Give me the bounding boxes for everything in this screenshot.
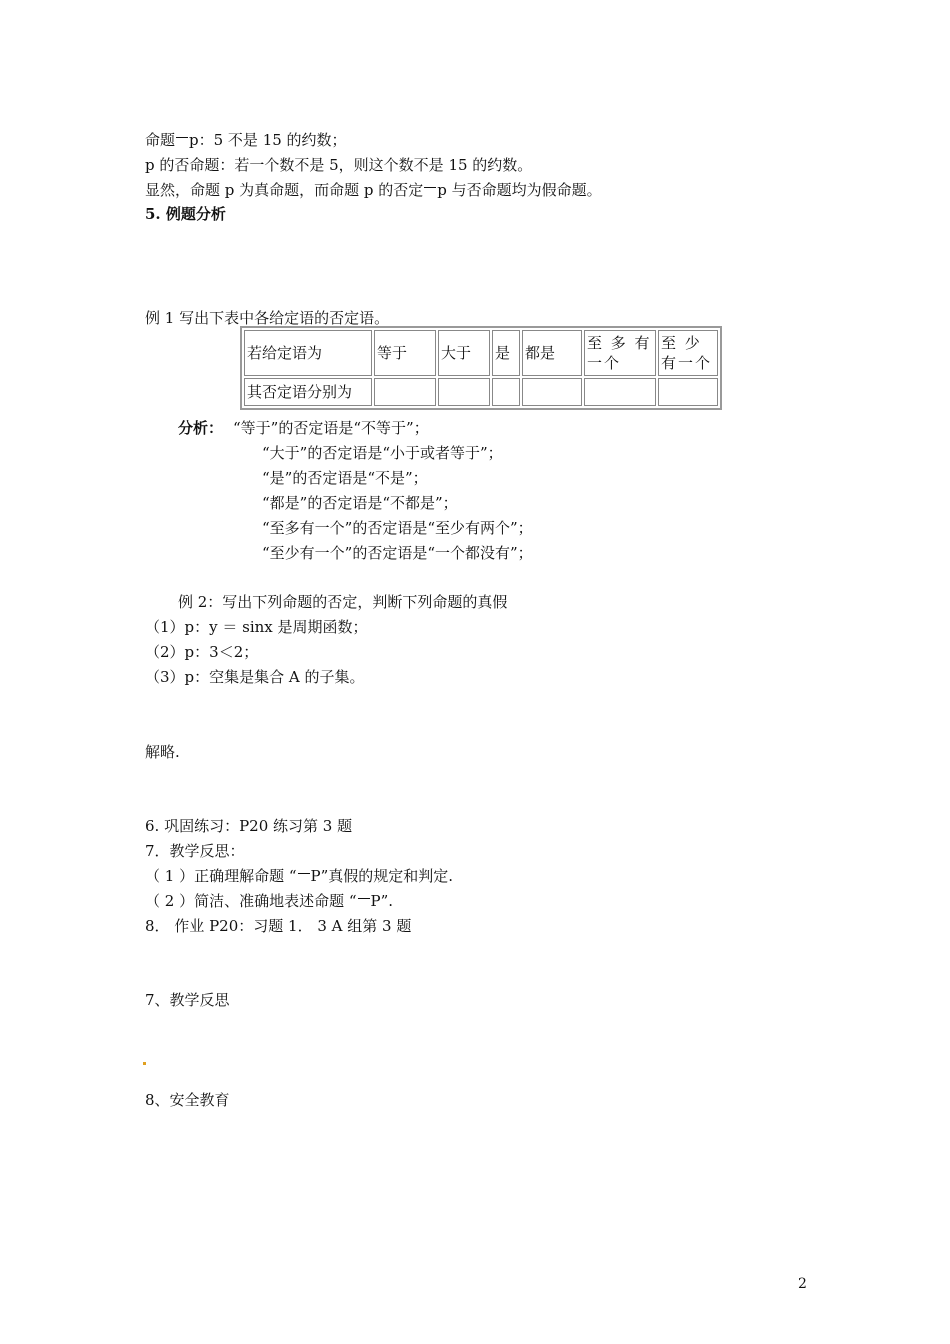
table-cell bbox=[374, 378, 436, 406]
analysis-line-1: 分析： “等于”的否定语是“不等于”； bbox=[178, 419, 429, 437]
section-7-item-1: （ 1 ）正确理解命题 “ P”真假的规定和判定. bbox=[145, 867, 454, 885]
section-7-item-2: （ 2 ）简洁、准确地表述命题 “ P”. bbox=[145, 892, 394, 910]
section-7-title: 7．教学反思： bbox=[145, 842, 245, 860]
intro-line-1: 命题 p：5 不是 15 的约数； bbox=[145, 131, 347, 149]
example-2-answer: 解略. bbox=[145, 743, 180, 761]
analysis-label: 分析： bbox=[178, 419, 224, 437]
table-cell bbox=[438, 378, 490, 406]
section-6: 6. 巩固练习：P20 练习第 3 题 bbox=[145, 817, 353, 835]
table-cell bbox=[492, 378, 520, 406]
table-cell: 至 多 有 一个 bbox=[584, 330, 656, 376]
table-cell: 至 少 有一个 bbox=[658, 330, 718, 376]
table-cell: 若给定语为 bbox=[244, 330, 372, 376]
intro-line-2: p 的否命题：若一个数不是 5，则这个数不是 15 的约数。 bbox=[145, 156, 533, 174]
stray-mark bbox=[143, 1062, 146, 1065]
table-row bbox=[244, 378, 718, 406]
table-cell: 大于 bbox=[438, 330, 490, 376]
table-cell: 都是 bbox=[522, 330, 582, 376]
table-cell bbox=[584, 378, 656, 406]
analysis-line-5: “至多有一个”的否定语是“至少有两个”； bbox=[262, 519, 533, 537]
negation-symbol bbox=[358, 898, 370, 907]
intro-line-3: 显然，命题 p 为真命题，而命题 p 的否定 p 与否命题均为假命题。 bbox=[145, 181, 602, 199]
analysis-line-4: “都是”的否定语是“不都是”； bbox=[262, 494, 458, 512]
example-1-title: 例 1 写出下表中各给定语的否定语。 bbox=[145, 309, 390, 327]
page-number: 2 bbox=[798, 1276, 807, 1292]
table-cell bbox=[658, 378, 718, 406]
safety-heading: 8、安全教育 bbox=[145, 1091, 230, 1109]
example-2-item: （3）p：空集是集合 A 的子集。 bbox=[145, 668, 365, 686]
table-cell: 等于 bbox=[374, 330, 436, 376]
negation-symbol bbox=[424, 187, 436, 196]
example-2-title: 例 2：写出下列命题的否定，判断下列命题的真假 bbox=[178, 593, 508, 611]
analysis-line-2: “大于”的否定语是“小于或者等于”； bbox=[262, 444, 503, 462]
table-cell: 是 bbox=[492, 330, 520, 376]
reflection-heading: 7、教学反思 bbox=[145, 991, 230, 1009]
table-cell: 其否定语分别为 bbox=[244, 378, 372, 406]
example-2-item: （1）p：y ＝ sinx 是周期函数； bbox=[145, 618, 368, 636]
table-row bbox=[244, 330, 718, 376]
section-5-title: 5. 例题分析 bbox=[145, 205, 226, 223]
analysis-line-3: “是”的否定语是“不是”； bbox=[262, 469, 428, 487]
table-cell bbox=[522, 378, 582, 406]
example-2-item: （2）p：3＜2； bbox=[145, 643, 259, 661]
section-8: 8． 作业 P20：习题 1． 3 A 组第 3 题 bbox=[145, 917, 412, 935]
negation-symbol bbox=[298, 873, 310, 882]
negation-symbol bbox=[176, 137, 188, 146]
analysis-line-6: “至少有一个”的否定语是“一个都没有”； bbox=[262, 544, 533, 562]
negation-table bbox=[240, 326, 722, 410]
